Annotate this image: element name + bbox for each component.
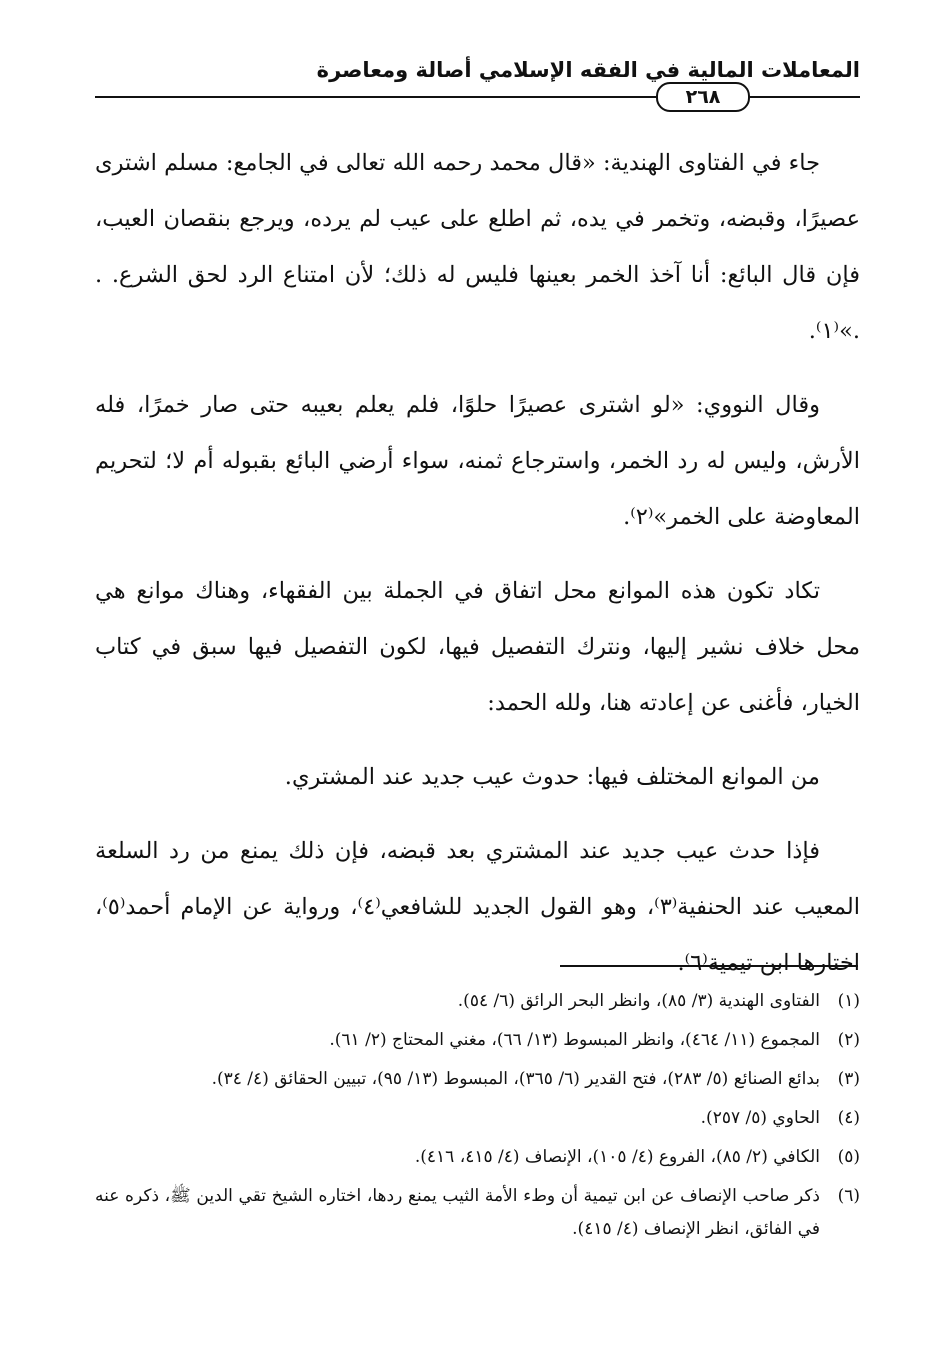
- footnote-number: (٣): [837, 1069, 860, 1089]
- footnote-item: [95, 1102, 860, 1135]
- footnote-item: [95, 1024, 860, 1057]
- footnote-number: (٥): [837, 1147, 860, 1167]
- footnote-number: (٤): [837, 1108, 860, 1128]
- footnote-item: [95, 1180, 860, 1246]
- footnote-separator: [560, 965, 858, 967]
- footnotes: [95, 985, 860, 1252]
- footnote-text: بدائع الصنائع (٥/ ٢٨٣)، فتح القدير (٦/ ٣٦٥)، المبسوط (١٣/ ٩٥)، تبيين الحقائق (٤/ ٣٤).: [211, 1069, 820, 1089]
- footnote-item: [95, 985, 860, 1018]
- footnote-text: الفتاوى الهندية (٣/ ٨٥)، وانظر البحر الرائق (٦/ ٥٤).: [457, 991, 820, 1011]
- paragraph: تكاد تكون هذه الموانع محل اتفاق في الجملة بين الفقهاء، وهناك موانع هي محل خلاف نشير إليها، ونترك التفصيل فيها، لكون التفصيل فيها سبق في كتاب الخيار، فأغنى عن إعادته هنا، ولله الحمد:: [95, 578, 860, 716]
- footnote-text: الحاوي (٥/ ٢٥٧).: [700, 1108, 820, 1128]
- footnote-text: ذكر صاحب الإنصاف عن ابن تيمية أن وطء الأمة الثيب يمنع ردها، اختاره الشيخ تقي الدين ﷺ، ذكره عنه في الفائق، انظر الإنصاف (٤/ ٤١٥).: [95, 1186, 820, 1239]
- paragraph: وقال النووي: «لو اشترى عصيرًا حلوًا، فلم يعلم بعيبه حتى صار خمرًا، فله الأرش، وليس له رد الخمر، واسترجاع ثمنه، سواء أرضي البائع بقبوله أم لا؛ لتحريم المعاوضة على الخمر»⁽٢⁾.: [95, 392, 860, 530]
- paragraph: فإذا حدث عيب جديد عند المشتري بعد قبضه، فإن ذلك يمنع من رد السلعة المعيب عند الحنفية⁽٣⁾، وهو القول الجديد للشافعي⁽٤⁾، ورواية عن الإمام أحمد⁽٥⁾، اختارها ابن تيمية⁽٦⁾.: [95, 838, 860, 976]
- main-text: [95, 135, 860, 1009]
- running-header: [95, 50, 860, 120]
- footnote-item: [95, 1063, 860, 1096]
- footnote-text: المجموع (١١/ ٤٦٤)، وانظر المبسوط (١٣/ ٦٦)، مغني المحتاج (٢/ ٦١).: [329, 1030, 820, 1050]
- book-title: المعاملات المالية في الفقه الإسلامي أصالة ومعاصرة: [316, 58, 860, 82]
- paragraph: جاء في الفتاوى الهندية: «قال محمد رحمه الله تعالى في الجامع: مسلم اشترى عصيرًا، وقبضه، وتخمر في يده، ثم اطلع على عيب لم يرده، ويرجع بنقصان العيب، فإن قال البائع: أنا آخذ الخمر بعينها فليس له ذلك؛ لأن امتناع الرد لحق الشرع. . .»⁽١⁾.: [95, 150, 860, 344]
- page-number: ٢٦٨: [656, 82, 750, 112]
- footnote-item: [95, 1141, 860, 1174]
- footnote-number: (٢): [837, 1030, 860, 1050]
- footnote-number: (٦): [837, 1186, 860, 1206]
- footnote-text: الكافي (٢/ ٨٥)، الفروع (٤/ ١٠٥)، الإنصاف (٤/ ٤١٥، ٤١٦).: [414, 1147, 820, 1167]
- footnote-number: (١): [837, 991, 860, 1011]
- paragraph: من الموانع المختلف فيها: حدوث عيب جديد عند المشتري.: [284, 764, 820, 790]
